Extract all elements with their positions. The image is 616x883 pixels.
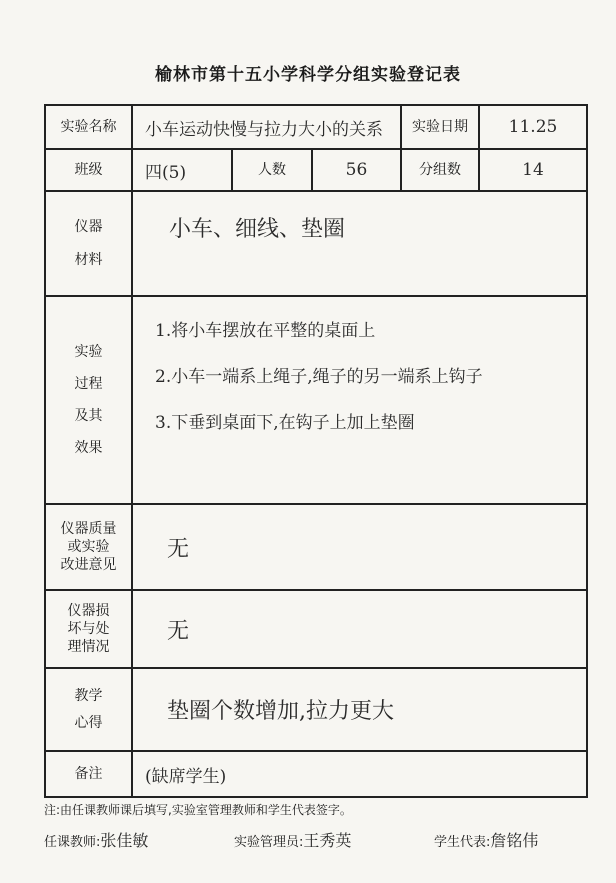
process-label-line1: 实验 bbox=[74, 343, 103, 360]
process-step-2: 2.小车一端系上绳子,绳子的另一端系上钩子 bbox=[155, 366, 483, 387]
materials-label bbox=[45, 191, 132, 296]
teaching-value: 垫圈个数增加,拉力更大 bbox=[132, 668, 587, 751]
quality-value: 无 bbox=[132, 504, 587, 590]
experiment-name-value: 小车运动快慢与拉力大小的关系 bbox=[132, 105, 401, 149]
student-signature bbox=[434, 828, 574, 851]
experiment-form-table bbox=[44, 104, 588, 798]
teaching-label-line2: 心得 bbox=[74, 714, 103, 731]
class-label: 班级 bbox=[45, 149, 132, 191]
remarks-label: 备注 bbox=[45, 751, 132, 797]
student-label: 学生代表: bbox=[434, 835, 491, 850]
row-remarks bbox=[45, 751, 587, 797]
teacher-signature bbox=[44, 828, 234, 851]
process-value bbox=[132, 296, 587, 504]
quality-label-line1: 仪器质量 bbox=[60, 520, 117, 537]
manager-signature bbox=[234, 828, 434, 851]
row-materials bbox=[45, 191, 587, 296]
row-teaching bbox=[45, 668, 587, 751]
teaching-label bbox=[45, 668, 132, 751]
row-experiment-name bbox=[45, 105, 587, 149]
experiment-date-value: 11.25 bbox=[479, 105, 587, 149]
damage-value: 无 bbox=[132, 590, 587, 668]
student-name: 詹铭伟 bbox=[490, 831, 539, 850]
row-quality bbox=[45, 504, 587, 590]
process-label-line3: 及其 bbox=[74, 408, 103, 424]
materials-value: 小车、细线、垫圈 bbox=[132, 191, 587, 296]
class-value: 四(5) bbox=[132, 149, 232, 191]
teacher-label: 任课教师: bbox=[44, 835, 101, 850]
experiment-name-label: 实验名称 bbox=[45, 105, 132, 149]
damage-label bbox=[45, 590, 132, 668]
process-label-line2: 过程 bbox=[74, 375, 103, 392]
groups-value: 14 bbox=[479, 149, 587, 191]
damage-label-line1: 仪器损 bbox=[67, 602, 110, 619]
materials-label-line2: 材料 bbox=[74, 251, 103, 268]
damage-label-line3: 理情况 bbox=[67, 639, 110, 656]
groups-label: 分组数 bbox=[401, 149, 479, 191]
row-class bbox=[45, 149, 587, 191]
materials-label-line1: 仪器 bbox=[74, 219, 103, 236]
quality-label-line3: 改进意见 bbox=[60, 557, 117, 574]
manager-name: 王秀英 bbox=[303, 831, 352, 850]
page-title: 榆林市第十五小学科学分组实验登记表 bbox=[155, 65, 461, 85]
quality-label bbox=[45, 504, 132, 590]
damage-label-line2: 坏与处 bbox=[67, 620, 110, 637]
process-step-3: 3.下垂到桌面下,在钩子上加上垫圈 bbox=[155, 412, 415, 433]
process-label-line4: 效果 bbox=[74, 440, 103, 457]
row-damage bbox=[45, 590, 587, 668]
footer-note: 注:由任课教师课后填写,实验室管理教师和学生代表签字。 bbox=[44, 803, 352, 817]
row-process bbox=[45, 296, 587, 504]
people-label: 人数 bbox=[232, 149, 312, 191]
signature-row bbox=[44, 828, 584, 851]
manager-label: 实验管理员: bbox=[234, 835, 304, 850]
people-value: 56 bbox=[312, 149, 401, 191]
remarks-value: (缺席学生) bbox=[132, 751, 587, 797]
process-step-1: 1.将小车摆放在平整的桌面上 bbox=[155, 321, 376, 341]
experiment-date-label: 实验日期 bbox=[401, 105, 479, 149]
process-label bbox=[45, 296, 132, 504]
teaching-label-line1: 教学 bbox=[74, 687, 103, 704]
teacher-name: 张佳敏 bbox=[100, 831, 149, 850]
quality-label-line2: 或实验 bbox=[67, 538, 110, 555]
